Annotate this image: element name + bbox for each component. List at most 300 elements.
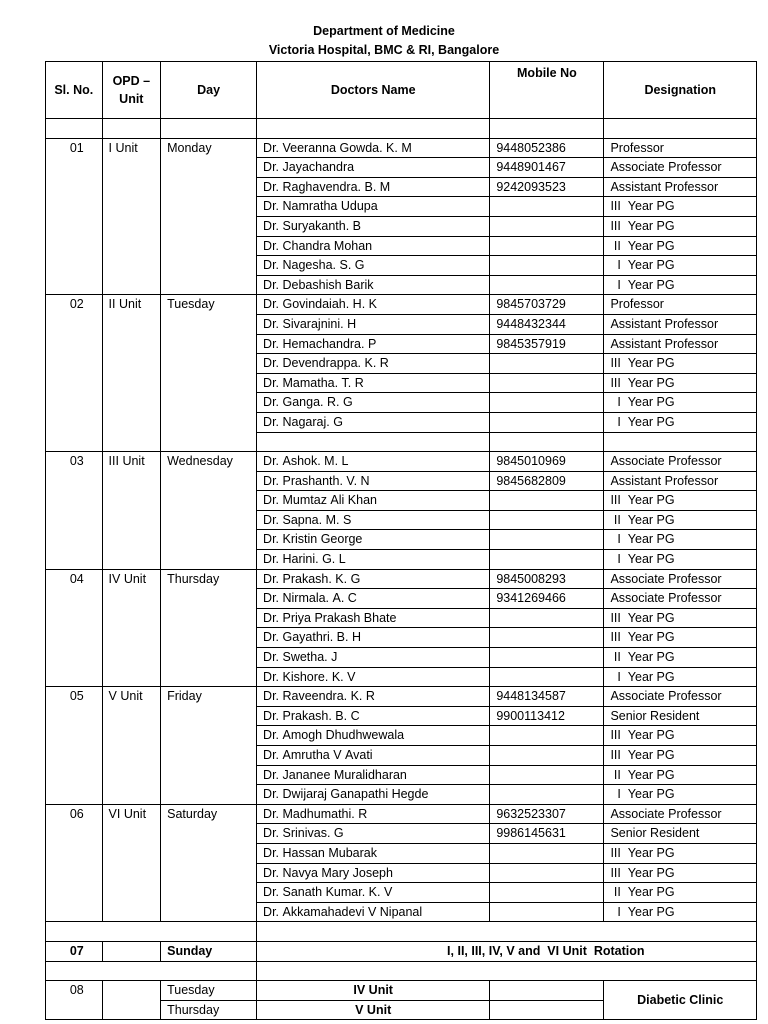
day-cell: [161, 706, 257, 726]
mobile-number-cell: [490, 432, 604, 452]
serial-number-cell: [46, 785, 103, 805]
mobile-number-cell: 9448052386: [490, 138, 604, 158]
doctor-name-cell: Dr. Hemachandra. P: [257, 334, 490, 354]
serial-number-cell: [46, 902, 103, 922]
doctor-name-cell: Dr. Sapna. M. S: [257, 510, 490, 530]
doctor-name-cell: Dr. Navya Mary Joseph: [257, 863, 490, 883]
designation-cell: II Year PG: [604, 765, 757, 785]
header-day: Day: [161, 62, 257, 119]
opd-unit-cell: [102, 275, 161, 295]
table-row: [46, 843, 757, 863]
designation-cell: I Year PG: [604, 393, 757, 413]
day-cell: [161, 256, 257, 276]
table-row: [46, 648, 757, 668]
table-row: [46, 393, 757, 413]
day-cell: [161, 412, 257, 432]
serial-number-cell: [46, 334, 103, 354]
opd-unit-cell: [102, 726, 161, 746]
doctor-name-cell: Dr. Mamatha. T. R: [257, 373, 490, 393]
designation-cell: III Year PG: [604, 354, 757, 374]
mobile-number-cell: 9845357919: [490, 334, 604, 354]
table-row: [46, 236, 757, 256]
table-row: [46, 628, 757, 648]
opd-unit-cell: [102, 236, 161, 256]
mobile-number-cell: [490, 863, 604, 883]
serial-number-cell: [46, 373, 103, 393]
opd-unit-cell: [102, 314, 161, 334]
doctor-name-cell: Dr. Raghavendra. B. M: [257, 177, 490, 197]
roster-table: [45, 61, 757, 1020]
day-cell: [161, 471, 257, 491]
designation-cell: II Year PG: [604, 236, 757, 256]
mobile-number-cell: [490, 275, 604, 295]
mobile-number-cell: [490, 648, 604, 668]
doctor-name-cell: Dr. Gayathri. B. H: [257, 628, 490, 648]
doctor-name-cell: Dr. Nagaraj. G: [257, 412, 490, 432]
opd-unit-cell: [102, 510, 161, 530]
doctor-name-cell: Dr. Srinivas. G: [257, 824, 490, 844]
table-row: [46, 373, 757, 393]
opd-unit-cell: [102, 412, 161, 432]
table-row: [46, 354, 757, 374]
header-sl-no: Sl. No.: [46, 62, 103, 119]
designation-cell: III Year PG: [604, 216, 757, 236]
day-cell: [161, 883, 257, 903]
mobile-number-cell: [490, 981, 604, 1001]
opd-unit-cell: [102, 863, 161, 883]
serial-number-cell: 03: [46, 452, 103, 472]
mobile-number-cell: [490, 530, 604, 550]
table-row: [46, 550, 757, 570]
doctor-name-cell: Dr. Veeranna Gowda. K. M: [257, 138, 490, 158]
day-cell: Saturday: [161, 804, 257, 824]
opd-unit-cell: [102, 765, 161, 785]
diabetic-clinic-label: Diabetic Clinic: [604, 981, 757, 1020]
doctor-name-cell: Dr. Priya Prakash Bhate: [257, 608, 490, 628]
serial-number-cell: [46, 706, 103, 726]
header-opd-unit: OPD – Unit: [102, 62, 161, 119]
mobile-number-cell: 9448432344: [490, 314, 604, 334]
day-cell: [161, 432, 257, 452]
serial-number-cell: [46, 824, 103, 844]
serial-number-cell: [46, 530, 103, 550]
doctor-name-cell: Dr. Ganga. R. G: [257, 393, 490, 413]
serial-number-cell: [46, 648, 103, 668]
serial-number-cell: [46, 608, 103, 628]
serial-number-cell: [46, 354, 103, 374]
day-cell: [161, 158, 257, 178]
day-cell: [161, 608, 257, 628]
serial-number-cell: [46, 726, 103, 746]
opd-unit-cell: [102, 373, 161, 393]
designation-cell: I Year PG: [604, 902, 757, 922]
designation-cell: Associate Professor: [604, 687, 757, 707]
opd-unit-cell: [102, 843, 161, 863]
serial-number-cell: [46, 393, 103, 413]
mobile-number-cell: [490, 902, 604, 922]
serial-number-cell: 08: [46, 981, 103, 1001]
opd-unit-cell: [102, 354, 161, 374]
designation-cell: III Year PG: [604, 628, 757, 648]
designation-cell: III Year PG: [604, 491, 757, 511]
doctor-name-cell: Dr. Kristin George: [257, 530, 490, 550]
spacer-cell: [257, 961, 757, 981]
designation-cell: II Year PG: [604, 648, 757, 668]
opd-unit-cell: [102, 393, 161, 413]
designation-cell: Senior Resident: [604, 824, 757, 844]
day-cell: Wednesday: [161, 452, 257, 472]
day-cell: [161, 314, 257, 334]
mobile-number-cell: [490, 216, 604, 236]
table-row: [46, 765, 757, 785]
doctor-name-cell: Dr. Chandra Mohan: [257, 236, 490, 256]
serial-number-cell: [46, 1000, 103, 1020]
spacer-cell: [46, 961, 257, 981]
mobile-number-cell: [490, 491, 604, 511]
serial-number-cell: 07: [46, 941, 103, 961]
designation-cell: Assistant Professor: [604, 177, 757, 197]
designation-cell: I Year PG: [604, 275, 757, 295]
day-cell: [161, 354, 257, 374]
doctor-name-cell: Dr. Govindaiah. H. K: [257, 295, 490, 315]
table-row: [46, 158, 757, 178]
opd-unit-cell: [102, 197, 161, 217]
doctor-name-cell: Dr. Kishore. K. V: [257, 667, 490, 687]
doctor-name-cell: Dr. Prakash. K. G: [257, 569, 490, 589]
serial-number-cell: 01: [46, 138, 103, 158]
table-row: [46, 902, 757, 922]
doctor-name-cell: Dr. Namratha Udupa: [257, 197, 490, 217]
serial-number-cell: [46, 275, 103, 295]
designation-cell: I Year PG: [604, 412, 757, 432]
mobile-number-cell: 9448901467: [490, 158, 604, 178]
day-cell: [161, 373, 257, 393]
serial-number-cell: [46, 589, 103, 609]
mobile-number-cell: 9632523307: [490, 804, 604, 824]
designation-cell: III Year PG: [604, 373, 757, 393]
opd-unit-cell: [102, 902, 161, 922]
designation-cell: III Year PG: [604, 746, 757, 766]
day-cell: [161, 550, 257, 570]
doctor-name-cell: Dr. Madhumathi. R: [257, 804, 490, 824]
opd-unit-cell: [102, 256, 161, 276]
opd-unit-cell: [102, 667, 161, 687]
spacer-row: [46, 922, 757, 942]
designation-cell: Associate Professor: [604, 589, 757, 609]
mobile-number-cell: [490, 393, 604, 413]
serial-number-cell: [46, 550, 103, 570]
table-row: [46, 452, 757, 472]
serial-number-cell: [46, 667, 103, 687]
mobile-number-cell: 9845682809: [490, 471, 604, 491]
designation-cell: [604, 432, 757, 452]
opd-unit-cell: VI Unit: [102, 804, 161, 824]
doctor-name-cell: Dr. Nirmala. A. C: [257, 589, 490, 609]
opd-unit-cell: [102, 1000, 161, 1020]
table-row: [46, 667, 757, 687]
day-cell: [161, 393, 257, 413]
mobile-number-cell: 9845008293: [490, 569, 604, 589]
serial-number-cell: [46, 236, 103, 256]
designation-cell: I Year PG: [604, 785, 757, 805]
opd-unit-cell: II Unit: [102, 295, 161, 315]
day-cell: [161, 197, 257, 217]
serial-number-cell: [46, 746, 103, 766]
spacer-row: [46, 961, 757, 981]
day-cell: Thursday: [161, 569, 257, 589]
day-cell: [161, 785, 257, 805]
table-row: [46, 216, 757, 236]
mobile-number-cell: 9845703729: [490, 295, 604, 315]
serial-number-cell: 05: [46, 687, 103, 707]
mobile-number-cell: [490, 628, 604, 648]
table-row: [46, 883, 757, 903]
doctor-name-cell: Dr. Hassan Mubarak: [257, 843, 490, 863]
day-cell: [161, 177, 257, 197]
table-row: [46, 471, 757, 491]
serial-number-cell: [46, 197, 103, 217]
spacer-cell: [46, 922, 257, 942]
mobile-number-cell: [490, 236, 604, 256]
serial-number-cell: 02: [46, 295, 103, 315]
doctor-name-cell: Dr. Amrutha V Avati: [257, 746, 490, 766]
serial-number-cell: [46, 491, 103, 511]
serial-number-cell: [46, 412, 103, 432]
opd-unit-cell: [102, 648, 161, 668]
opd-unit-cell: [102, 589, 161, 609]
designation-cell: Associate Professor: [604, 804, 757, 824]
mobile-number-cell: [490, 746, 604, 766]
opd-unit-cell: I Unit: [102, 138, 161, 158]
serial-number-cell: 06: [46, 804, 103, 824]
header-mobile-no: Mobile No: [490, 62, 604, 119]
designation-cell: II Year PG: [604, 510, 757, 530]
table-row: [46, 589, 757, 609]
doctor-name-cell: Dr. Jayachandra: [257, 158, 490, 178]
day-cell: Tuesday: [161, 295, 257, 315]
opd-unit-cell: [102, 471, 161, 491]
mobile-number-cell: 9341269466: [490, 589, 604, 609]
page-title: Department of Medicine: [313, 24, 455, 38]
opd-unit-cell: [102, 746, 161, 766]
mobile-number-cell: [490, 785, 604, 805]
mobile-number-cell: [490, 1000, 604, 1020]
day-cell: [161, 530, 257, 550]
opd-unit-cell: [102, 883, 161, 903]
opd-unit-cell: [102, 706, 161, 726]
table-row: [46, 314, 757, 334]
day-cell: [161, 667, 257, 687]
table-row: [46, 608, 757, 628]
designation-cell: Senior Resident: [604, 706, 757, 726]
opd-unit-cell: [102, 491, 161, 511]
doctor-name-cell: Dr. Swetha. J: [257, 648, 490, 668]
table-row: [46, 138, 757, 158]
mobile-number-cell: 9986145631: [490, 824, 604, 844]
doctor-name-cell: [257, 432, 490, 452]
day-cell: [161, 275, 257, 295]
opd-unit-cell: V Unit: [102, 687, 161, 707]
doctor-name-cell: Dr. Raveendra. K. R: [257, 687, 490, 707]
sunday-row: [46, 941, 757, 961]
spacer-cell: [257, 922, 757, 942]
opd-unit-cell: [102, 334, 161, 354]
day-cell: Thursday: [161, 1000, 257, 1020]
designation-cell: I Year PG: [604, 530, 757, 550]
table-row: [46, 687, 757, 707]
clinic-unit-cell: V Unit: [257, 1000, 490, 1020]
designation-cell: Associate Professor: [604, 158, 757, 178]
designation-cell: Professor: [604, 138, 757, 158]
day-cell: [161, 589, 257, 609]
designation-cell: II Year PG: [604, 883, 757, 903]
opd-unit-cell: IV Unit: [102, 569, 161, 589]
designation-cell: I Year PG: [604, 256, 757, 276]
opd-unit-cell: [102, 981, 161, 1001]
doctor-name-cell: Dr. Harini. G. L: [257, 550, 490, 570]
table-row: [46, 804, 757, 824]
day-cell: [161, 216, 257, 236]
designation-cell: Assistant Professor: [604, 334, 757, 354]
day-cell: Tuesday: [161, 981, 257, 1001]
designation-cell: Professor: [604, 295, 757, 315]
doctor-name-cell: Dr. Ashok. M. L: [257, 452, 490, 472]
designation-cell: Assistant Professor: [604, 314, 757, 334]
table-row: [46, 510, 757, 530]
serial-number-cell: [46, 510, 103, 530]
doctor-name-cell: Dr. Amogh Dhudhwewala: [257, 726, 490, 746]
mobile-number-cell: [490, 667, 604, 687]
designation-cell: Assistant Professor: [604, 471, 757, 491]
doctor-name-cell: Dr. Sanath Kumar. K. V: [257, 883, 490, 903]
table-row: [46, 726, 757, 746]
page-subtitle: Victoria Hospital, BMC & RI, Bangalore: [268, 43, 500, 57]
mobile-number-cell: [490, 608, 604, 628]
opd-unit-cell: III Unit: [102, 452, 161, 472]
serial-number-cell: 04: [46, 569, 103, 589]
table-row: [46, 863, 757, 883]
opd-unit-cell: [102, 824, 161, 844]
designation-cell: III Year PG: [604, 843, 757, 863]
day-cell: [161, 824, 257, 844]
mobile-number-cell: 9845010969: [490, 452, 604, 472]
day-cell: [161, 648, 257, 668]
day-cell: [161, 843, 257, 863]
mobile-number-cell: [490, 883, 604, 903]
designation-cell: I Year PG: [604, 550, 757, 570]
table-row: [46, 275, 757, 295]
opd-unit-cell: [102, 608, 161, 628]
serial-number-cell: [46, 471, 103, 491]
spacer-row: [46, 119, 757, 139]
mobile-number-cell: 9900113412: [490, 706, 604, 726]
day-cell: [161, 902, 257, 922]
opd-unit-cell: [102, 432, 161, 452]
day-cell: [161, 726, 257, 746]
mobile-number-cell: [490, 354, 604, 374]
mobile-number-cell: [490, 197, 604, 217]
table-row: [46, 491, 757, 511]
opd-unit-cell: [102, 216, 161, 236]
opd-unit-cell: [102, 628, 161, 648]
day-cell: Sunday: [161, 941, 257, 961]
serial-number-cell: [46, 883, 103, 903]
mobile-number-cell: 9448134587: [490, 687, 604, 707]
doctor-name-cell: Dr. Mumtaz Ali Khan: [257, 491, 490, 511]
day-cell: [161, 746, 257, 766]
table-row: [46, 177, 757, 197]
designation-cell: I Year PG: [604, 667, 757, 687]
serial-number-cell: [46, 432, 103, 452]
table-row: [46, 824, 757, 844]
table-row: [46, 432, 757, 452]
day-cell: Monday: [161, 138, 257, 158]
designation-cell: III Year PG: [604, 863, 757, 883]
doctor-name-cell: Dr. Jananee Muralidharan: [257, 765, 490, 785]
doctor-name-cell: Dr. Prashanth. V. N: [257, 471, 490, 491]
serial-number-cell: [46, 843, 103, 863]
doctor-name-cell: Dr. Akkamahadevi V Nipanal: [257, 902, 490, 922]
mobile-number-cell: 9242093523: [490, 177, 604, 197]
serial-number-cell: [46, 314, 103, 334]
table-row: [46, 197, 757, 217]
opd-unit-cell: [102, 530, 161, 550]
doctor-name-cell: Dr. Prakash. B. C: [257, 706, 490, 726]
serial-number-cell: [46, 628, 103, 648]
clinic-unit-cell: IV Unit: [257, 981, 490, 1001]
day-cell: [161, 510, 257, 530]
roster-body: [46, 119, 757, 1020]
serial-number-cell: [46, 765, 103, 785]
day-cell: [161, 628, 257, 648]
header-doctors-name: Doctors Name: [257, 62, 490, 119]
designation-cell: III Year PG: [604, 608, 757, 628]
serial-number-cell: [46, 216, 103, 236]
serial-number-cell: [46, 158, 103, 178]
table-row: [46, 785, 757, 805]
serial-number-cell: [46, 256, 103, 276]
opd-unit-cell: [102, 158, 161, 178]
doctor-name-cell: Dr. Devendrappa. K. R: [257, 354, 490, 374]
mobile-number-cell: [490, 412, 604, 432]
mobile-number-cell: [490, 726, 604, 746]
designation-cell: III Year PG: [604, 726, 757, 746]
mobile-number-cell: [490, 765, 604, 785]
mobile-number-cell: [490, 510, 604, 530]
clinic-row: [46, 981, 757, 1001]
doctor-name-cell: Dr. Dwijaraj Ganapathi Hegde: [257, 785, 490, 805]
doctor-name-cell: Dr. Suryakanth. B: [257, 216, 490, 236]
doctor-name-cell: Dr. Sivarajnini. H: [257, 314, 490, 334]
doctor-name-cell: Dr. Debashish Barik: [257, 275, 490, 295]
mobile-number-cell: [490, 256, 604, 276]
header-designation: Designation: [604, 62, 757, 119]
mobile-number-cell: [490, 550, 604, 570]
day-cell: [161, 765, 257, 785]
table-row: [46, 530, 757, 550]
opd-unit-cell: [102, 785, 161, 805]
designation-cell: Associate Professor: [604, 452, 757, 472]
serial-number-cell: [46, 177, 103, 197]
table-row: [46, 295, 757, 315]
opd-unit-cell: [102, 550, 161, 570]
designation-cell: Associate Professor: [604, 569, 757, 589]
table-row: [46, 334, 757, 354]
day-cell: Friday: [161, 687, 257, 707]
table-row: [46, 706, 757, 726]
mobile-number-cell: [490, 373, 604, 393]
doctor-name-cell: Dr. Nagesha. S. G: [257, 256, 490, 276]
